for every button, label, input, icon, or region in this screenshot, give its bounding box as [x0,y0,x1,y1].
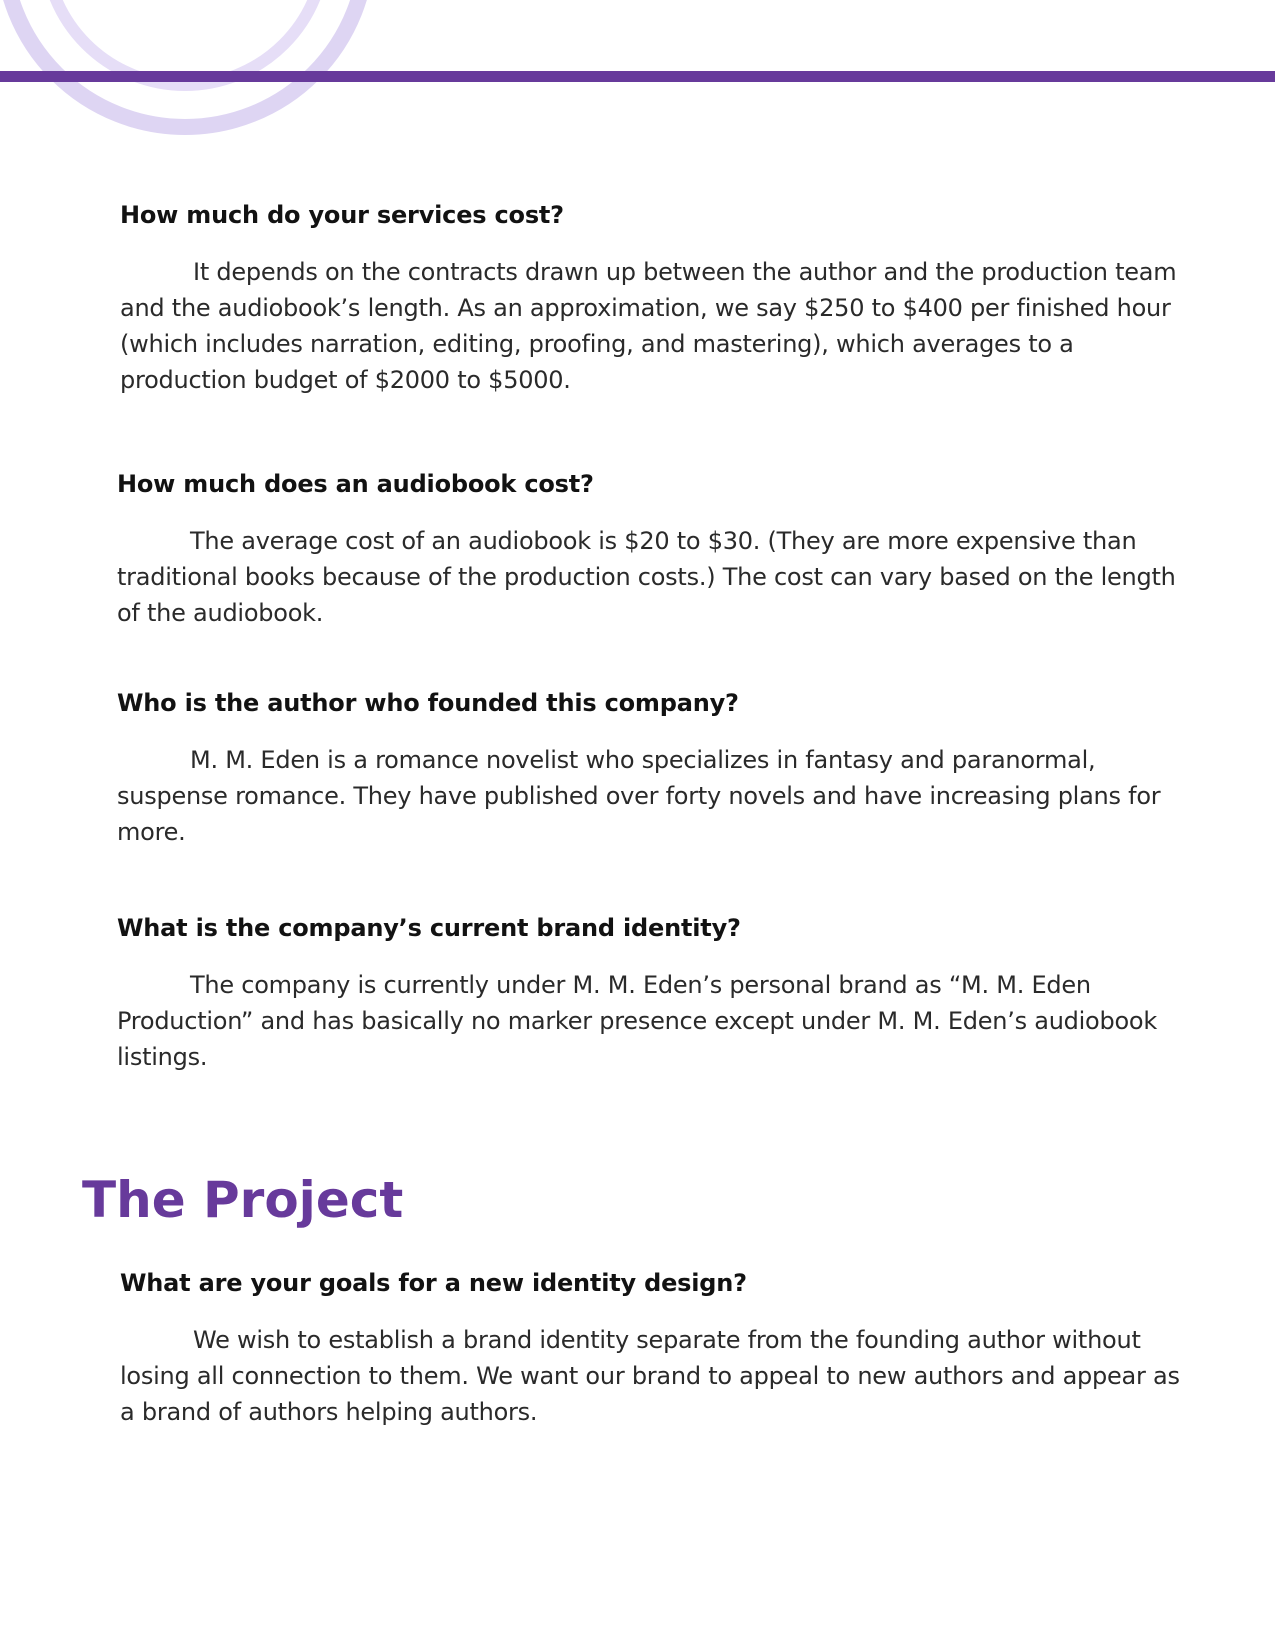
faq-item-audiobook-cost [117,467,1197,631]
project-item-goals [120,1266,1200,1430]
faq-question: How much do your services cost? [120,201,564,229]
faq-question: Who is the author who founded this company? [117,689,739,717]
faq-answer: M. M. Eden is a romance novelist who specializes in fantasy and paranormal, suspense romance. They have published over forty novels and have increasing plans for more. [117,746,1161,846]
faq-item-services-cost [120,198,1200,398]
faq-answer: The average cost of an audiobook is $20 to $30. (They are more expensive than traditional books because of the production costs.) The cost can vary based on the length of the audiobook. [117,527,1176,627]
faq-question: What is the company’s current brand identity? [117,914,741,942]
header-rule [0,71,1275,82]
faq-question: How much does an audiobook cost? [117,470,594,498]
faq-answer: The company is currently under M. M. Eden’s personal brand as “M. M. Eden Production” and has basically no marker presence except under M. M. Eden’s audiobook listings. [117,971,1157,1071]
section-title-the-project: The Project [82,1171,404,1229]
project-answer: We wish to establish a brand identity separate from the founding author without losing all connection to them. We want our brand to appeal to new authors and appear as a brand of authors helping authors. [120,1326,1180,1426]
faq-item-founding-author [117,686,1197,850]
faq-item-brand-identity [117,911,1197,1075]
project-question: What are your goals for a new identity design? [120,1269,747,1297]
faq-answer: It depends on the contracts drawn up between the author and the production team and the audiobook’s length. As an approximation, we say $250 to $400 per finished hour (which includes narration, editing, proofing, and mastering), which averages to a production budget of $2000 to $5000. [120,258,1177,394]
